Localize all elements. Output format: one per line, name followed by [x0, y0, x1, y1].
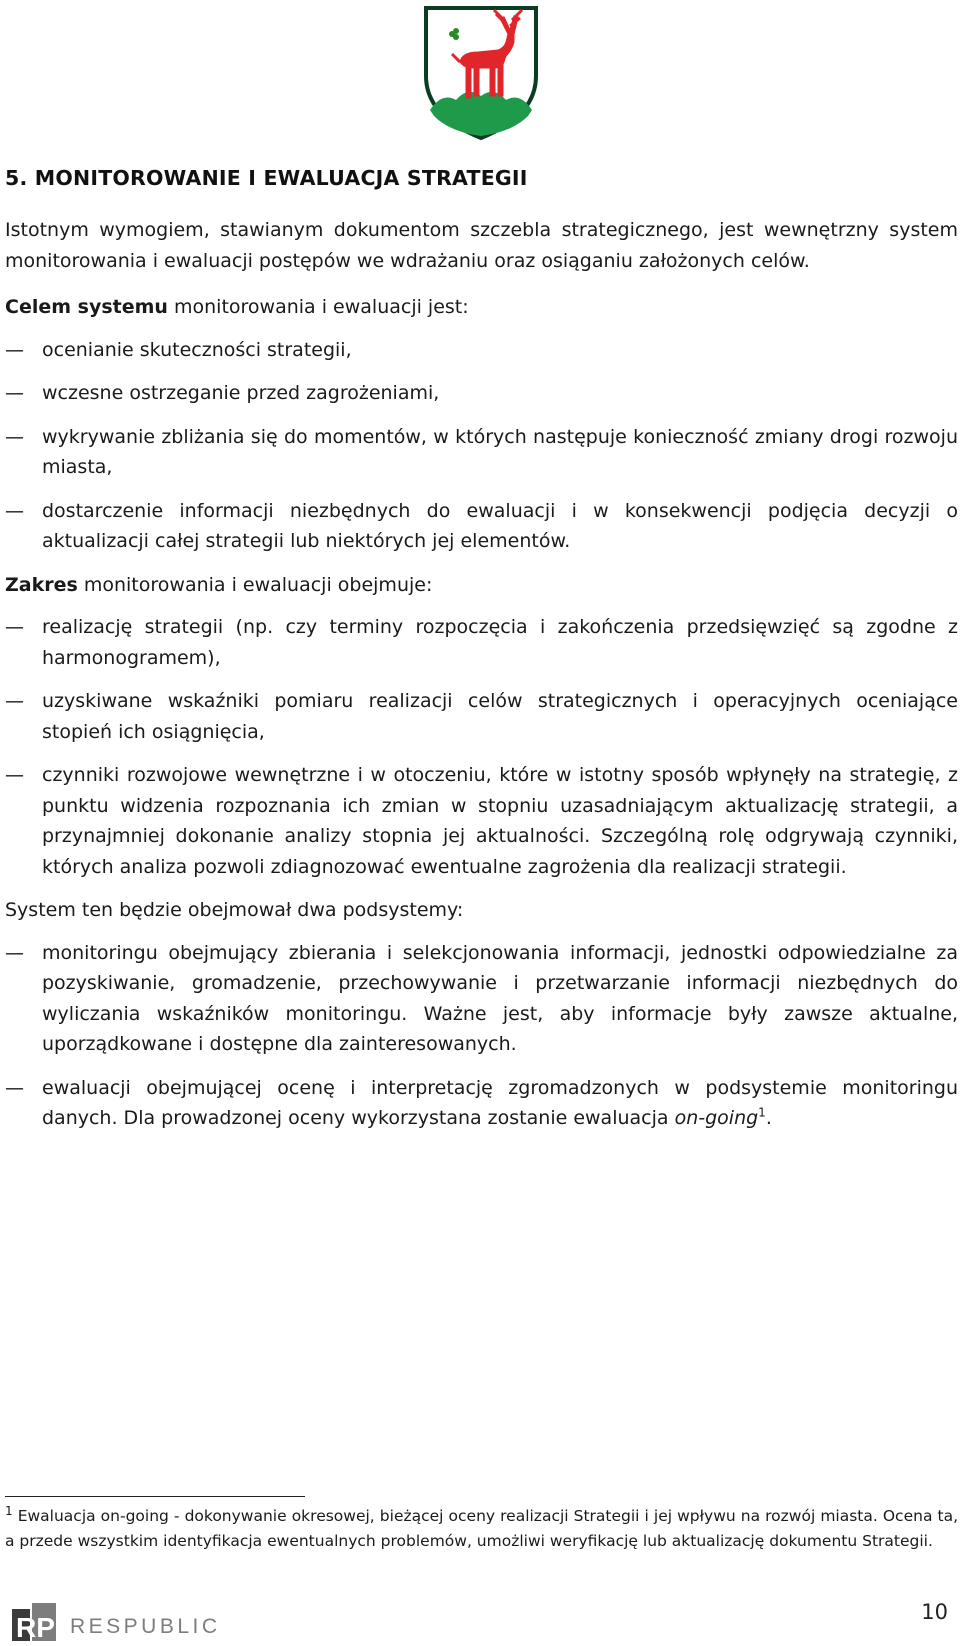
list-item — [5, 496, 958, 557]
dash-bullet: — — [5, 1076, 24, 1099]
list-item — [5, 378, 958, 409]
list-item-text: ewaluacji obejmującej ocenę i interpretację zgromadzonych w podsystemie monitoringu danych. Dla prowadzonej oceny wykorzystana zostanie ewaluacja — [42, 1076, 958, 1129]
scope-lead-bold: Zakres — [5, 573, 78, 596]
dash-bullet: — — [5, 690, 24, 712]
purpose-list — [5, 335, 958, 557]
list-item-text: dostarczenie informacji niezbędnych do ewaluacji i w konsekwencji podjęcia decyzji o aktualizacji całej strategii lub niektórych jej elementów. — [42, 499, 958, 552]
purpose-lead-bold: Celem systemu — [5, 296, 168, 318]
purpose-lead — [5, 292, 958, 323]
list-item-text: ocenianie skuteczności strategii, — [42, 338, 352, 361]
scope-list — [5, 612, 958, 882]
list-item-end: . — [765, 1107, 772, 1129]
dash-bullet: — — [5, 616, 24, 638]
dash-bullet: — — [5, 764, 24, 786]
list-item — [5, 335, 958, 366]
list-item — [5, 422, 958, 483]
dash-bullet: — — [5, 425, 24, 448]
list-item-text: czynniki rozwojowe wewnętrzne i w otoczeniu, które w istotny sposób wpłynęły na strategię, z punktu widzenia rozpoznania ich zmian w stopniu uzasadniającym aktualizację strategii, a przynajmniej dokonanie analizy stopnia jej aktualności. Szczególną rolę odgrywają czynniki, których analiza pozwoli zdiagnozować ewentualne zagrożenia dla realizacji strategii. — [42, 764, 958, 878]
page-number: 10 — [921, 1600, 948, 1624]
footnote-text: Ewaluacja on-going - dokonywanie okresowej, bieżącej oceny realizacji Strategii i jej wpływu na rozwój miasta. Ocena ta, a przede wszystkim identyfikacja ewentualnych problemów, umożliwi weryfikację lub aktualizację dokumentu Strategii. — [5, 1507, 958, 1550]
list-item — [5, 760, 958, 882]
list-item — [5, 612, 958, 673]
footnote-mark: 1 — [5, 1503, 13, 1518]
list-item-text: wczesne ostrzeganie przed zagrożeniami, — [42, 382, 440, 404]
respublic-logo — [12, 1603, 252, 1643]
coat-of-arms-crest — [422, 4, 540, 142]
list-item — [5, 938, 958, 1060]
purpose-lead-text: monitorowania i ewaluacji jest: — [167, 296, 469, 318]
scope-lead-text: monitorowania i ewaluacji obejmuje: — [77, 573, 433, 596]
footnote-reference[interactable]: 1 — [758, 1105, 766, 1120]
intro-paragraph: Istotnym wymogiem, stawianym dokumentom szczebla strategicznego, jest wewnętrzny system monitorowania i ewaluacji postępów we wdrażaniu oraz osiąganiu założonych celów. — [5, 219, 958, 272]
dash-bullet: — — [5, 499, 24, 522]
list-item — [5, 686, 958, 747]
list-item — [5, 1073, 958, 1134]
on-going-term: on-going — [674, 1107, 759, 1129]
logo-monogram: RP — [16, 1612, 55, 1643]
list-item-text: wykrywanie zbliżania się do momentów, w których następuje konieczność zmiany drogi rozwoju miasta, — [42, 425, 958, 478]
dash-bullet: — — [5, 941, 24, 964]
list-item-text: realizację strategii (np. czy terminy rozpoczęcia i zakończenia przedsięwzięć są zgodne z harmonogramem), — [42, 616, 958, 669]
footnote-divider — [5, 1496, 305, 1497]
section-content — [5, 215, 958, 1147]
scope-lead — [5, 570, 958, 601]
dash-bullet: — — [5, 382, 24, 404]
subsystems-lead: System ten będzie obejmował dwa podsystemy: — [5, 899, 464, 921]
list-item-text: uzyskiwane wskaźniki pomiaru realizacji celów strategicznych i operacyjnych oceniające stopień ich osiągnięcia, — [42, 690, 958, 743]
logo-text: RESPUBLIC — [70, 1615, 221, 1638]
footnote — [5, 1504, 958, 1554]
subsystems-list — [5, 938, 958, 1134]
list-item-text: monitoringu obejmujący zbierania i selekcjonowania informacji, jednostki odpowiedzialne za pozyskiwanie, gromadzenie, przechowywanie i przetwarzanie informacji niezbędnych do wyliczania wskaźników monitoringu. Ważne jest, aby informacje były zawsze aktualne, uporządkowane i dostępne dla zainteresowanych. — [42, 941, 958, 1055]
dash-bullet: — — [5, 338, 24, 361]
section-heading: 5. MONITOROWANIE I EWALUACJA STRATEGII — [5, 166, 528, 190]
